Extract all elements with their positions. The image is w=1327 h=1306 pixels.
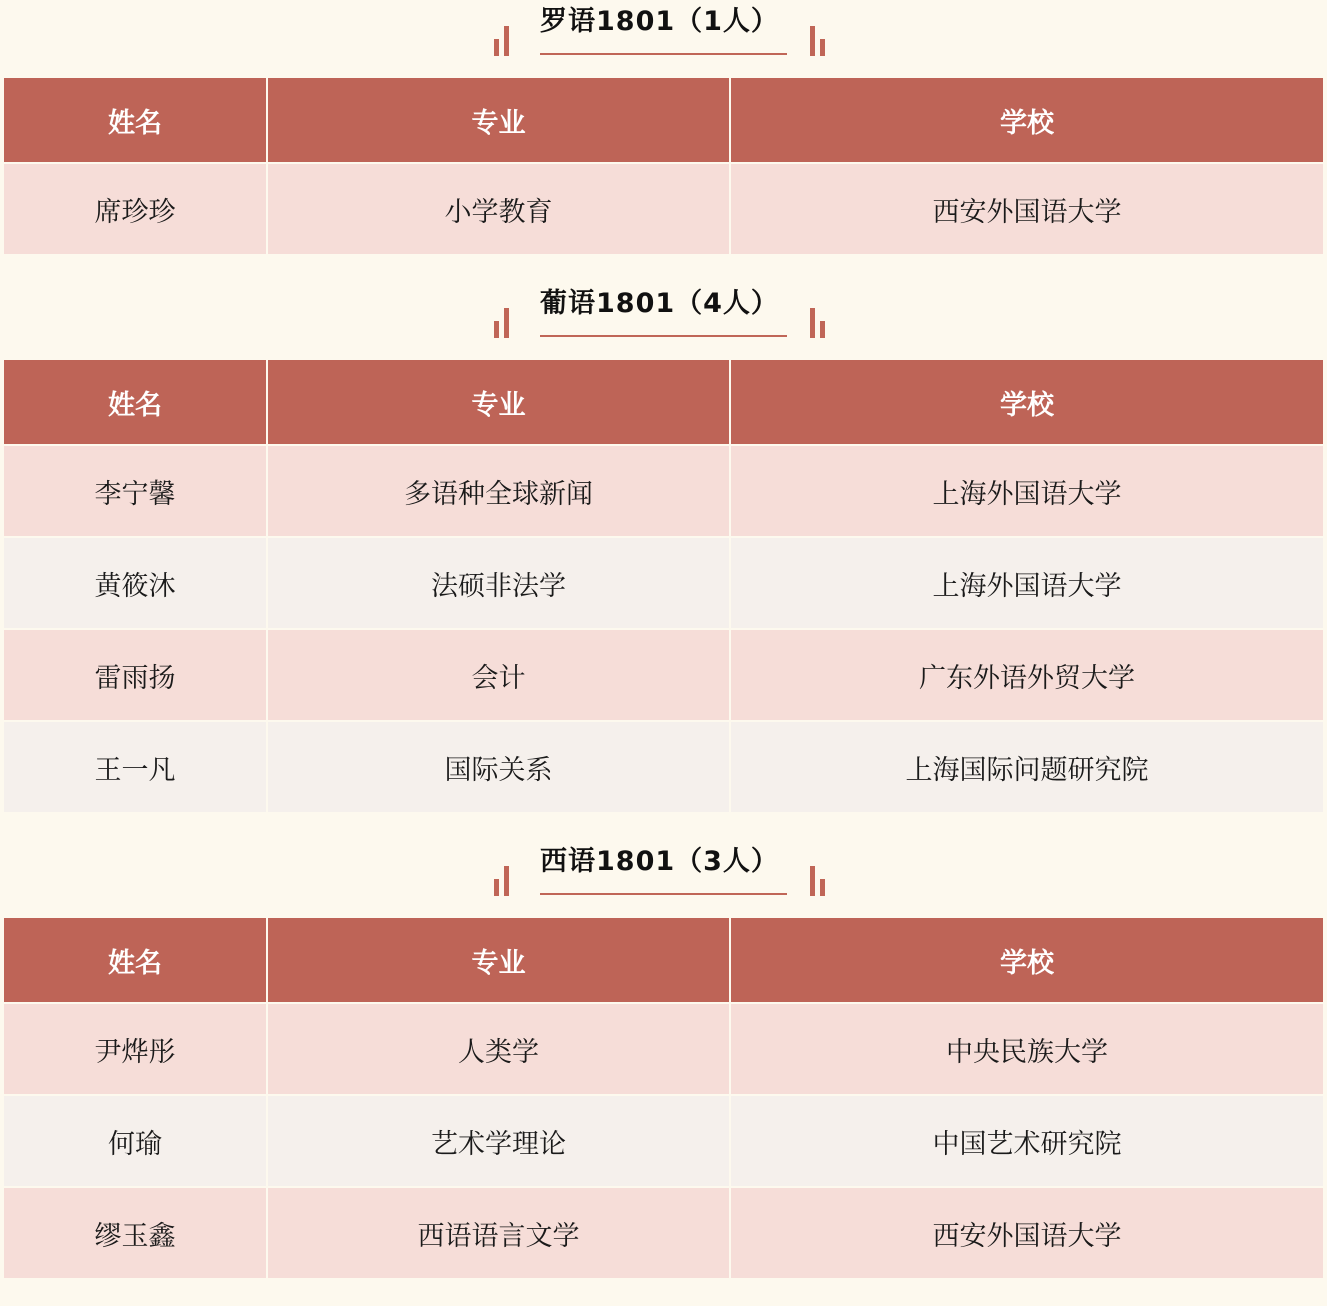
cell-name: 黄筱沐 — [4, 537, 267, 629]
column-header-school: 学校 — [730, 918, 1323, 1003]
table-row — [4, 445, 1323, 537]
cell-school: 中央民族大学 — [730, 1003, 1323, 1095]
table-header-row — [4, 360, 1323, 445]
table-header-row — [4, 78, 1323, 163]
column-header-major: 专业 — [267, 78, 730, 163]
column-header-name: 姓名 — [4, 78, 267, 163]
cell-major: 小学教育 — [267, 163, 730, 254]
decor-bars-right — [810, 306, 834, 338]
cell-name: 尹烨彤 — [4, 1003, 267, 1095]
column-header-school: 学校 — [730, 78, 1323, 163]
table-row — [4, 1187, 1323, 1278]
section-heading — [0, 0, 1327, 72]
title-underline — [540, 335, 787, 337]
cell-major: 西语语言文学 — [267, 1187, 730, 1278]
table-row — [4, 1003, 1323, 1095]
column-header-name: 姓名 — [4, 918, 267, 1003]
cell-name: 何瑜 — [4, 1095, 267, 1187]
table-row — [4, 163, 1323, 254]
roster-table — [4, 78, 1323, 254]
column-header-school: 学校 — [730, 360, 1323, 445]
section-heading — [0, 282, 1327, 354]
cell-school: 上海国际问题研究院 — [730, 721, 1323, 812]
cell-school: 西安外国语大学 — [730, 163, 1323, 254]
section-title: 罗语1801（1人） — [540, 6, 779, 37]
cell-name: 缪玉鑫 — [4, 1187, 267, 1278]
cell-major: 法硕非法学 — [267, 537, 730, 629]
decor-bars-left — [494, 864, 518, 896]
title-underline — [540, 53, 787, 55]
column-header-major: 专业 — [267, 918, 730, 1003]
cell-name: 雷雨扬 — [4, 629, 267, 721]
cell-school: 广东外语外贸大学 — [730, 629, 1323, 721]
table-row — [4, 629, 1323, 721]
column-header-name: 姓名 — [4, 360, 267, 445]
cell-name: 王一凡 — [4, 721, 267, 812]
title-underline — [540, 893, 787, 895]
section-title: 西语1801（3人） — [540, 846, 779, 877]
cell-school: 上海外国语大学 — [730, 537, 1323, 629]
table-row — [4, 721, 1323, 812]
column-header-major: 专业 — [267, 360, 730, 445]
roster-table — [4, 360, 1323, 812]
decor-bars-right — [810, 24, 834, 56]
section-title: 葡语1801（4人） — [540, 288, 779, 319]
roster-table — [4, 918, 1323, 1278]
decor-bars-left — [494, 306, 518, 338]
decor-bars-right — [810, 864, 834, 896]
table-header-row — [4, 918, 1323, 1003]
cell-name: 席珍珍 — [4, 163, 267, 254]
cell-major: 国际关系 — [267, 721, 730, 812]
decor-bars-left — [494, 24, 518, 56]
section-heading — [0, 840, 1327, 912]
cell-school: 中国艺术研究院 — [730, 1095, 1323, 1187]
cell-major: 人类学 — [267, 1003, 730, 1095]
table-row — [4, 1095, 1323, 1187]
cell-major: 多语种全球新闻 — [267, 445, 730, 537]
cell-major: 会计 — [267, 629, 730, 721]
cell-major: 艺术学理论 — [267, 1095, 730, 1187]
table-row — [4, 537, 1323, 629]
cell-school: 西安外国语大学 — [730, 1187, 1323, 1278]
cell-school: 上海外国语大学 — [730, 445, 1323, 537]
cell-name: 李宁馨 — [4, 445, 267, 537]
